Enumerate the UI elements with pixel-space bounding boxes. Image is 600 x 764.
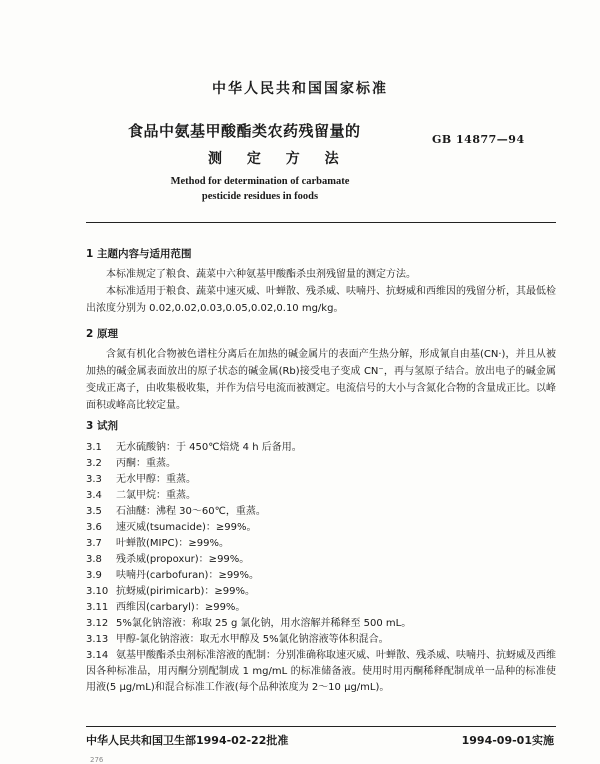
section-2-body [86, 346, 556, 414]
list-item: 3.13 甲醇-氯化钠溶液：取无水甲醇及 5%氯化钠溶液等体积混合。 [86, 634, 389, 645]
approval-line: 中华人民共和国卫生部1994-02-22批准 [86, 734, 289, 747]
standard-header: 中华人民共和国国家标准 [212, 81, 388, 97]
section-2-heading: 2 原理 [86, 328, 118, 340]
top-divider [86, 222, 556, 223]
section-1-body [86, 266, 556, 317]
english-title-line2: pesticide residues in foods [201, 191, 319, 202]
paragraph: 含氮有机化合物被色谱柱分离后在加热的碱金属片的表面产生热分解，形成氰自由基(CN·)，并且从被加热的碱金属表面放出的原子状态的碱金属(Rb)接受电子变成 CN⁻，再与氢原子结合。放出电子的碱金属变成正离子，由收集极收集，并作为信号电流而被测定。电流信号的大小与含氮化合物的含量成正比。以峰面积或峰高比较定量。 [86, 349, 556, 411]
reagent-list [86, 440, 556, 696]
list-item: 3.8 残杀威(propoxur)：≥99%。 [86, 554, 250, 565]
doc-title-line2: 测 定 方 法 [208, 151, 349, 167]
page-number: 276 [90, 756, 104, 764]
list-item: 3.10 抗蚜威(pirimicarb)：≥99%。 [86, 586, 256, 597]
gb-code: GB 14877—94 [432, 133, 525, 146]
section-1-heading: 1 主题内容与适用范围 [86, 248, 192, 260]
section-3-heading: 3 试剂 [86, 420, 118, 432]
list-item: 3.11 西维因(carbaryl)：≥99%。 [86, 602, 246, 613]
bottom-divider [86, 726, 556, 727]
paragraph: 本标准规定了粮食、蔬菜中六种氨基甲酸酯杀虫剂残留量的测定方法。 [106, 269, 416, 280]
effective-date: 1994-09-01实施 [461, 734, 554, 747]
list-item: 3.1 无水硫酸钠：于 450℃焙烧 4 h 后备用。 [86, 442, 302, 453]
list-item: 3.9 呋喃丹(carbofuran)：≥99%。 [86, 570, 260, 581]
list-item: 3.2 丙酮：重蒸。 [86, 458, 176, 469]
paragraph: 本标准适用于粮食、蔬菜中速灭威、叶蝉散、残杀威、呋喃丹、抗蚜威和西维因的残留分析，其最低检出浓度分别为 0.02,0.02,0.03,0.05,0.02,0.10 mg/kg。 [86, 286, 556, 314]
doc-title-line1: 食品中氨基甲酸酯类农药残留量的 [128, 122, 361, 140]
english-title-line1: Method for determination of carbamate [170, 176, 350, 187]
list-item: 3.6 速灭威(tsumacide)：≥99%。 [86, 522, 257, 533]
list-item: 3.7 叶蝉散(MIPC)：≥99%。 [86, 538, 229, 549]
list-item: 3.4 二氯甲烷：重蒸。 [86, 490, 196, 501]
list-item: 3.12 5%氯化钠溶液：称取 25 g 氯化钠，用水溶解并稀释至 500 mL。 [86, 618, 412, 629]
list-item: 3.3 无水甲醇：重蒸。 [86, 474, 196, 485]
list-item: 3.5 石油醚：沸程 30～60℃，重蒸。 [86, 506, 266, 517]
list-item: 3.14 氨基甲酸酯杀虫剂标准溶液的配制：分别准确称取速灭威、叶蝉散、残杀威、呋喃丹、抗蚜威及西维因各种标准品，用丙酮分别配制成 1 mg/mL 的标准储备液。使用时用丙酮稀释配制成单一品种的标准使用液(5 μg/mL)和混合标准工作液(每个品种浓度为 2～10 μg/mL)。 [86, 650, 556, 693]
